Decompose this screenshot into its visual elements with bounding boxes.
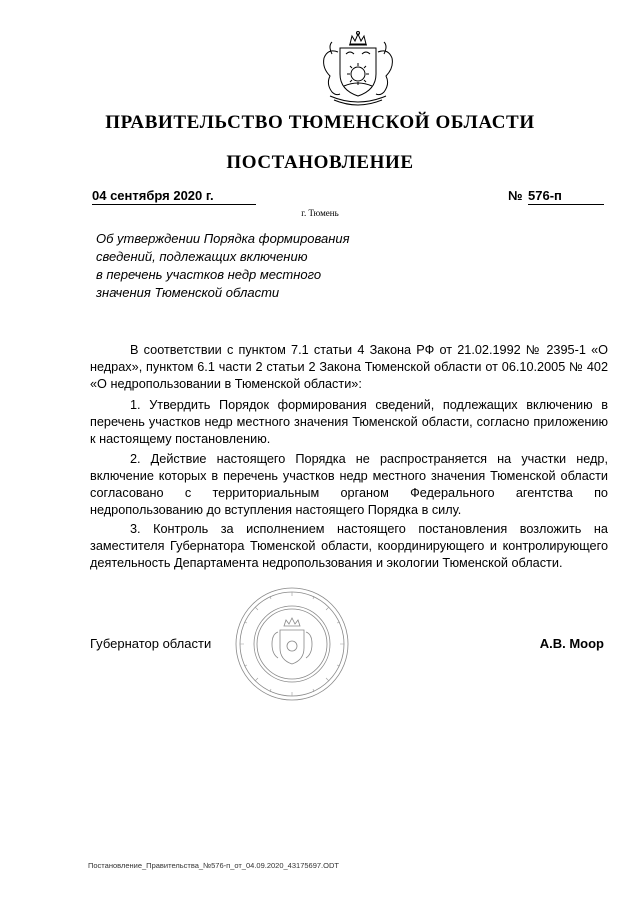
signatory-position: Губернатор области [90,636,212,651]
clause-1-paragraph: 1. Утвердить Порядок формирования сведений, подлежащих включению в перечень участков недр местного значения Тюменской области, согласно приложению к настоящему постановлению. [90,398,608,446]
document-subject [96,230,396,302]
tyumen-coat-of-arms-icon [310,30,406,108]
preamble-paragraph: В соответствии с пунктом 7.1 статьи 4 Закона РФ от 21.02.1992 № 2395-1 «О недрах», пунктом 6.1 части 2 статьи 2 Закона Тюменской области от 06.10.2005 № 402 «О недропользовании в Тюменской области»: [90,343,608,391]
footer-filename: Постановление_Правительства_№576-п_от_04.09.2020_43175697.ODT [88,861,339,870]
organization-title: ПРАВИТЕЛЬСТВО ТЮМЕНСКОЙ ОБЛАСТИ [105,112,535,133]
subject-line: в перечень участков недр местного [96,267,322,282]
number-label: № [508,188,523,203]
document-date: 04 сентября 2020 г. [92,188,256,205]
clause-3-paragraph: 3. Контроль за исполнением настоящего постановления возложить на заместителя Губернатора Тюменской области, координирующего и контролирующего деятельность Департамента недропользования и экологии Тюменской области. [90,522,608,570]
subject-line: сведений, подлежащих включению [96,249,308,264]
clause-2-paragraph: 2. Действие настоящего Порядка не распространяется на участки недр, включение которых в перечень участков недр местного значения Тюменской области согласовано с территориальным органом Федерального агентства по недропользованию до вступления настоящего Порядка в силу. [90,452,608,517]
subject-line: значения Тюменской области [96,285,280,300]
document-number: 576-п [528,188,604,205]
city: г. Тюмень [301,208,339,218]
signatory-name: А.В. Моор [539,636,604,651]
document-type: ПОСТАНОВЛЕНИЕ [226,152,414,173]
subject-line: Об утверждении Порядка формирования [96,231,350,246]
official-seal-icon [234,586,350,702]
